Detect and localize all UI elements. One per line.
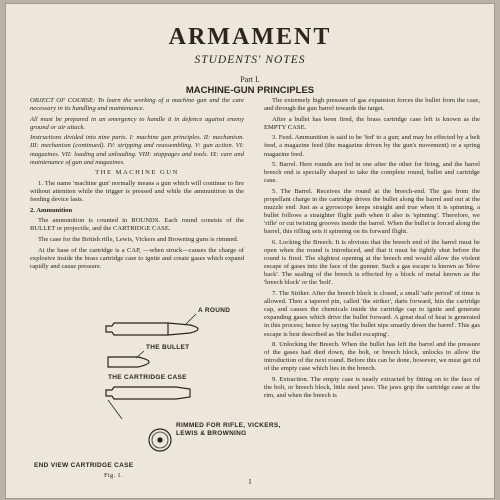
feed-paragraph: 3. Feed. Ammunition is said to be 'fed' to a gun; and may be effected by a belt feed, a magazine feed (the magazine driven by the gun's movement) or a spring magazine feed. — [264, 134, 480, 158]
bullet-drawing — [108, 357, 149, 367]
barrel-paragraph: 5. The Barrel. Receives the round at the breech-end. The gas from the propellant charge in the cartridge drives the bullet along the barrel and out at the muzzle end. Just as a gyroscope keeps straight and true when it is spinning, a bullet follows a straighter flight path when it also is 'spinning'. Therefore, we 'rifle' or cut twisting grooves inside the barrel. When the bullet is forced along the barrel, this rifling sets it spinning on its forward flight. — [264, 187, 480, 236]
ammunition-heading: 2. Ammunition — [30, 206, 73, 214]
round-drawing — [106, 323, 198, 335]
label-bullet: THE BULLET — [146, 344, 190, 351]
machine-gun-heading: THE MACHINE GUN — [95, 169, 179, 177]
page-title: ARMAMENT — [168, 24, 332, 50]
label-end-view: END VIEW CARTRIDGE CASE — [34, 462, 134, 469]
page-number: I — [248, 478, 252, 486]
right-column — [264, 97, 480, 403]
locking-breech-paragraph: 6. Locking the Breech. It is obvious that the breech end of the barrel must be open when the round is introduced, and that it must be tightly shut before the round is fired. The slightest opening at the breech end would allow the violent escape of gases into the face of the gunner. Such a gas escape is known as 'blow back'. The sealing of the breech is effected by a block of metal known as the 'breech block' or the 'bolt'. — [264, 239, 480, 287]
paragraph-2c: At the base of the cartridge is a CAP, —when struck—causes the charge of explosive inside the brass cartridge case to ignite and create gases which expand rapidly and cause pressure. — [30, 246, 244, 270]
cartridge-figure — [98, 304, 288, 464]
label-cartridge-case: THE CARTRIDGE CASE — [108, 374, 187, 381]
paragraph-2b: The case for the British rifle, Lewis, Vickers and Browning guns is rimmed. — [38, 235, 239, 243]
emergency-text: All must be prepared in an emergency to handle it in defence against enemy ground or air attack. — [30, 115, 244, 131]
cartridge-drawing — [98, 304, 288, 464]
barrel-intro-paragraph: 5. Barrel. Here rounds are fed in one after the other for firing, and the barrel breech end is specially shaped to take the complete round, bullet and cartridge case. — [264, 161, 480, 185]
cartridge-case-drawing — [106, 387, 190, 399]
figure-caption: Fig. 1. — [104, 472, 123, 479]
striker-paragraph: 7. The Striker. After the breech block is closed, a small 'safe period' of time is allowed. Then a tapered pin, called 'the striker', darts forward, hits the cartridge cap, and causes the chemicals inside the cartridge cap to ignite and generate expanding gases which drive the bullet forward. A great deal of heat is generated in this process; hence by saying 'the bullet nips smartly down the barrel'. This gas escape is best described as 'the bullet escaping'. — [264, 290, 480, 338]
unlocking-breech-paragraph: 8. Unlocking the Breech. When the bullet has left the barrel and the pressure of the gases had died down, the bolt, or breech block, unlocks to allow the introduction of the next round. Before this can be done, however, we must get rid of the empty case which lies in the breech. — [264, 341, 480, 373]
paragraph-2a: The ammunition is counted in ROUNDS. Each round consists of the BULLET or projectile, and the CARTRIDGE CASE. — [30, 217, 244, 233]
right-para-1: The extremely high pressure of gas expansion forces the bullet from the case, and through the gun barrel towards the target. — [264, 97, 480, 113]
label-round: A ROUND — [198, 307, 231, 314]
document-page — [6, 4, 494, 498]
section-title: MACHINE-GUN PRINCIPLES — [185, 85, 315, 96]
right-para-2: After a bullet has been fired, the brass cartridge case left is known as the EMPTY CASE. — [264, 115, 480, 131]
instructions-text: Instructions divided into nine parts. I: machine gun principles. II: mechanism. III: mechanism (continued). IV: stripping and reassembling. V: gun action. VI: magazines. VII: loading and unloading. VIII: stoppages and tools. IX: care and maintenance of gun and magazines. — [30, 134, 244, 166]
part-label: Part I. — [240, 75, 260, 84]
left-column — [30, 97, 244, 273]
label-rimmed: RIMMED FOR RIFLE, VICKERS, LEWIS & BROWNING — [176, 422, 281, 437]
objective-text: OBJECT OF COURSE: To learn the working of a machine gun and the care necessary in its handling and maintenance. — [30, 97, 244, 113]
end-view-drawing — [149, 429, 171, 451]
paragraph-1: 1. The name 'machine gun' normally means a gun which will continue to fire without attention while the trigger is pressed and while the ammunition in the feeding device lasts. — [30, 179, 244, 204]
page-subtitle: STUDENTS' NOTES — [194, 54, 306, 66]
extraction-paragraph: 9. Extraction. The empty case is neatly extracted by fitting on to the face of the bolt, or breech block, little steel jaws. The jaws grip the cartridge case at the rim, and when the breech is — [264, 376, 480, 400]
